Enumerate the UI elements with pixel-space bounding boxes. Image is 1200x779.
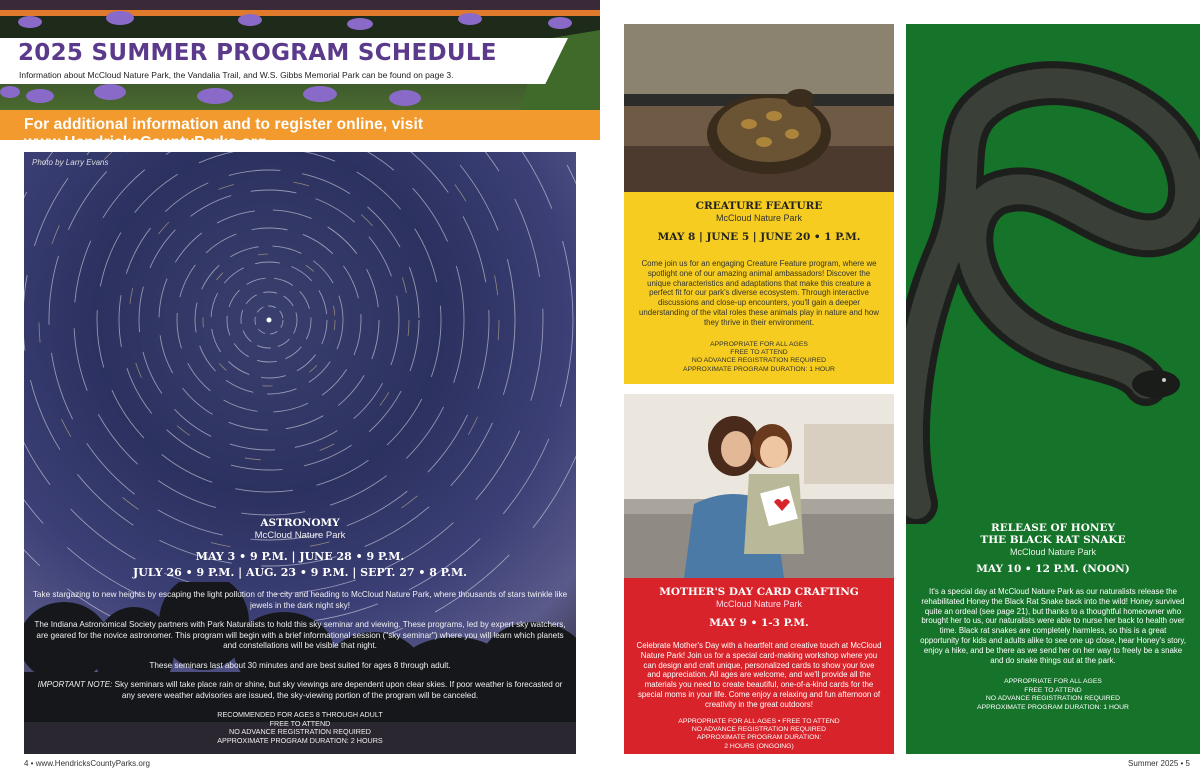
right-page [600, 0, 1200, 779]
mother-location: McCloud Nature Park [715, 599, 803, 609]
snake-meta [916, 678, 1190, 712]
creature-meta-line: NO ADVANCE REGISTRATION REQUIRED [691, 357, 827, 365]
astronomy-body [24, 590, 576, 745]
snake-meta-line: APPROPRIATE FOR ALL AGES [1004, 678, 1102, 686]
creature-meta [632, 341, 886, 375]
mothers-day-box [624, 578, 894, 754]
snake-meta-line: NO ADVANCE REGISTRATION REQUIRED [985, 695, 1121, 703]
creature-dates: MAY 8 | JUNE 5 | JUNE 20 • 1 P.M. [657, 231, 861, 243]
astronomy-para3: These seminars last about 30 minutes and are best suited for ages 8 through adult. [149, 660, 451, 670]
page-title: 2025 SUMMER PROGRAM SCHEDULE [18, 40, 497, 66]
snake-location: McCloud Nature Park [1009, 547, 1097, 557]
astronomy-meta [32, 711, 568, 745]
astronomy-meta-line: FREE TO ATTEND [269, 718, 331, 728]
astronomy-meta-line: APPROXIMATE PROGRAM DURATION: 2 HOURS [217, 735, 383, 745]
mother-body: Celebrate Mother's Day with a heartfelt and creative touch at McCloud Nature Park! Join us for a special card-making workshop where you can design and craft unique, personalized cards to show your love and appreciation. All ages are welcome, and we'll provide all the materials you need to create beautiful, one-of-a-kind cards for the special moms in your life. Come enjoy a relaxing and fun afternoon of creativity in the great outdoors! [636, 641, 882, 709]
snake-title-line2: THE BLACK RAT SNAKE [980, 534, 1126, 546]
snake-title-line1: RELEASE OF HONEY [991, 522, 1115, 534]
snake-meta-line: APPROXIMATE PROGRAM DURATION: 1 HOUR [977, 703, 1129, 711]
creature-title: CREATURE FEATURE [695, 200, 823, 212]
turtle-illustration [624, 24, 894, 192]
mother-meta-line: APPROPRIATE FOR ALL AGES • FREE TO ATTEND [678, 717, 840, 725]
snake-text [906, 522, 1200, 712]
astronomy-text [24, 517, 576, 745]
mother-meta [632, 718, 886, 752]
astronomy-dates-line1: MAY 3 • 9 P.M. | JUNE 28 • 9 P.M. [195, 550, 405, 563]
creature-meta-line: APPROPRIATE FOR ALL AGES [710, 340, 808, 348]
astronomy-panel [24, 152, 576, 754]
astronomy-dates-line2: JULY 26 • 9 P.M. | AUG. 23 • 9 P.M. | SEPT. 27 • 8 P.M. [133, 566, 467, 579]
register-banner [0, 110, 600, 151]
mother-dates: MAY 9 • 1-3 P.M. [709, 617, 809, 629]
photo-credit: Photo by Larry Evans [32, 158, 109, 167]
snake-dates: MAY 10 • 12 P.M. (NOON) [976, 563, 1130, 575]
mother-meta-line: NO ADVANCE REGISTRATION REQUIRED [691, 725, 827, 733]
astronomy-note-text: Sky seminars will take place rain or shine, but sky viewings are dependent upon clear skies. If poor weather is forecasted or any severe weather advisories are issued, the sky-viewing portion of the program will be canceled. [112, 680, 563, 700]
creature-location: McCloud Nature Park [715, 213, 803, 223]
page-subtitle: Information about McCloud Nature Park, the Vandalia Trail, and W.S. Gibbs Memorial Park can be found on page 3. [19, 70, 454, 80]
astronomy-note [32, 680, 568, 701]
snake-panel [906, 24, 1200, 754]
footer-left: 4 • www.HendricksCountyParks.org [24, 759, 150, 768]
astronomy-note-label: IMPORTANT NOTE: [37, 680, 113, 689]
mother-child-illustration [624, 394, 894, 578]
astronomy-title: ASTRONOMY [260, 517, 340, 529]
snake-title [916, 522, 1190, 546]
mother-meta-line: 2 HOURS (ONGOING) [724, 742, 794, 750]
box-turtle-photo [624, 24, 894, 192]
creature-meta-line: FREE TO ATTEND [730, 348, 788, 356]
astronomy-dates [24, 549, 576, 581]
register-banner-text: For additional information and to register online, visit www.HendricksCountyParks.org [24, 116, 424, 151]
snake-body: It's a special day at McCloud Nature Park as our naturalists release the rehabilitated Honey the Black Rat Snake back into the wild! Honey survived quite an ordeal (see page 21), but thanks to a thoughtful homeowner who brought her to us, our naturalists were able to nurse her back to health over time. Black rat snakes are completely harmless, so this is a great opportunity for kids and adults alike to see one up close, hear Honey's story, enjoy a hike, and be there as we send her on her way to freely be a snake and do snake things out at the park. [920, 587, 1186, 665]
creature-meta-line: APPROXIMATE PROGRAM DURATION: 1 HOUR [683, 365, 835, 373]
creature-body: Come join us for an engaging Creature Feature program, where we spotlight one of our amazing animal ambassadors! Discover the unique characteristics and adaptations that make this creature a perfect fit for our park's diverse ecosystem. Through interactive discussions and close-up encounters, you'll gain a deeper understanding of the vital roles these animals play in nature and how they thrive in their environment. [639, 259, 879, 327]
astronomy-para2: The Indiana Astronomical Society partners with Park Naturalists to hold this sky seminar and viewing. These programs, led by expert sky watchers, are geared for the novice astronomer. This program will begin with a brief informational session ("sky seminar") where you will learn which planets and constellations will be visible that night. [34, 620, 566, 650]
mother-meta-line: APPROXIMATE PROGRAM DURATION: [696, 734, 822, 742]
creature-feature-box [624, 192, 894, 384]
footer-right: Summer 2025 • 5 [1128, 759, 1190, 768]
astronomy-meta-line: RECOMMENDED FOR AGES 8 THROUGH ADULT [217, 710, 383, 719]
mother-title: MOTHER'S DAY CARD CRAFTING [659, 586, 859, 598]
black-rat-snake-illustration [906, 24, 1200, 524]
snake-meta-line: FREE TO ATTEND [1024, 686, 1082, 694]
astronomy-meta-line: NO ADVANCE REGISTRATION REQUIRED [229, 727, 371, 737]
mother-child-photo [624, 394, 894, 578]
astronomy-location: McCloud Nature Park [254, 530, 346, 541]
astronomy-para1: Take stargazing to new heights by escaping the light pollution of the city and heading to McCloud Nature Park, where thousands of stars twinkle like jewels in the dark night sky! [32, 590, 568, 610]
